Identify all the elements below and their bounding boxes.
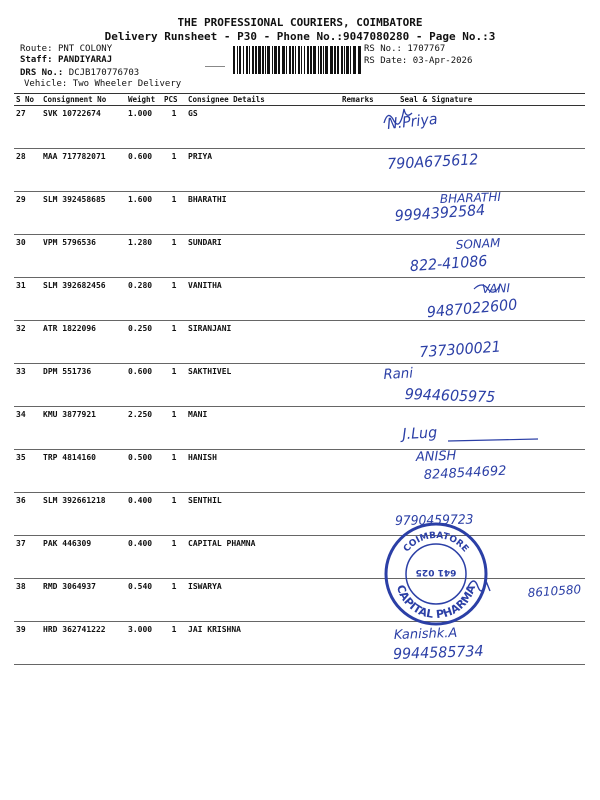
row-consignment: MAA 717782071 xyxy=(41,149,126,192)
handwritten-note: ANISH xyxy=(415,448,457,465)
handwritten-note: 9487022600 xyxy=(426,296,518,322)
row-weight: 0.600 xyxy=(126,364,162,407)
barcode-bars xyxy=(233,46,361,74)
row-consignment: SVK 10722674 xyxy=(41,106,126,149)
row-pcs: 1 xyxy=(162,235,186,278)
handwritten-note: 9944605975 xyxy=(404,385,496,407)
row-consignment: RMD 3064937 xyxy=(41,579,126,622)
document-title: THE PROFESSIONAL COURIERS, COIMBATORE xyxy=(177,16,423,29)
rs-date-value: 03-Apr-2026 xyxy=(412,56,473,66)
row-consignee: SENTHIL xyxy=(186,493,340,536)
stamp-name: CAPITAL PHARMA xyxy=(393,583,479,622)
row-signature xyxy=(374,321,585,364)
handwritten-note: J.Lug xyxy=(402,423,438,444)
row-sno: 37 xyxy=(14,536,41,579)
row-signature xyxy=(374,149,585,192)
col-pcs: PCS xyxy=(162,94,186,106)
vehicle-line xyxy=(24,79,181,90)
row-sno: 39 xyxy=(14,622,41,665)
table-row xyxy=(14,450,585,493)
row-signature xyxy=(374,106,585,149)
barcode-bar xyxy=(353,46,356,74)
row-consignee: MANI xyxy=(186,407,340,450)
row-consignment: ATR 1822096 xyxy=(41,321,126,364)
row-consignment: SLM 392682456 xyxy=(41,278,126,321)
barcode-bar xyxy=(358,46,361,74)
row-weight: 0.500 xyxy=(126,450,162,493)
row-pcs: 1 xyxy=(162,149,186,192)
col-consignment: Consignment No xyxy=(41,94,126,106)
row-consignment: DPM 551736 xyxy=(41,364,126,407)
row-remarks xyxy=(340,450,374,493)
stamp-pin: 641 025 xyxy=(415,567,457,577)
row-remarks xyxy=(340,321,374,364)
document-subtitle: Delivery Runsheet - P30 - Phone No.:9047080280 - Page No.:3 xyxy=(104,30,496,43)
row-signature xyxy=(374,235,585,278)
row-pcs: 1 xyxy=(162,622,186,665)
barcode-bar xyxy=(286,46,287,74)
row-remarks xyxy=(340,579,374,622)
handwritten-note: 9994392584 xyxy=(394,201,486,226)
row-consignment: PAK 446309 xyxy=(41,536,126,579)
barcode-bar xyxy=(267,46,270,74)
table-row xyxy=(14,579,585,622)
handwritten-note: Rani xyxy=(383,365,414,384)
barcode-bar xyxy=(350,46,351,74)
row-signature xyxy=(374,278,585,321)
handwritten-note: Kanishk.A xyxy=(393,625,458,643)
row-pcs: 1 xyxy=(162,407,186,450)
row-consignee: JAI KRISHNA xyxy=(186,622,340,665)
barcode-bar xyxy=(255,46,257,74)
drs-line xyxy=(20,68,139,79)
handwritten-note: 822-41086 xyxy=(409,252,488,276)
barcode-bar xyxy=(318,46,319,74)
table-header xyxy=(14,94,585,106)
row-consignment: TRP 4814160 xyxy=(41,450,126,493)
row-consignee: GS xyxy=(186,106,340,149)
rs-no-value: 1707767 xyxy=(407,44,446,54)
rs-no-label: RS No.: xyxy=(364,44,402,54)
barcode-bar xyxy=(262,46,264,74)
row-weight: 0.400 xyxy=(126,536,162,579)
row-consignment: HRD 362741222 xyxy=(41,622,126,665)
handwritten-note: SONAM xyxy=(455,235,501,252)
row-sno: 33 xyxy=(14,364,41,407)
route-label: Route: xyxy=(20,44,53,54)
table-row xyxy=(14,278,585,321)
route-value: PNT COLONY xyxy=(57,44,113,54)
vehicle-value: Two Wheeler Delivery xyxy=(72,79,182,89)
staff-label: Staff: xyxy=(20,55,53,65)
row-consignment: VPM 5796536 xyxy=(41,235,126,278)
row-pcs: 1 xyxy=(162,579,186,622)
table-row xyxy=(14,622,585,665)
row-sno: 28 xyxy=(14,149,41,192)
barcode-bar xyxy=(295,46,296,74)
barcode-bar xyxy=(239,46,241,74)
row-weight: 0.280 xyxy=(126,278,162,321)
row-pcs: 1 xyxy=(162,321,186,364)
table-row xyxy=(14,192,585,235)
handwritten-note: BHARATHI xyxy=(439,189,502,206)
row-consignee: BHARATHI xyxy=(186,192,340,235)
barcode-bar xyxy=(292,46,294,74)
row-consignee: PRIYA xyxy=(186,149,340,192)
row-remarks xyxy=(340,622,374,665)
handwritten-note: 9944585734 xyxy=(392,642,484,664)
barcode-bar xyxy=(246,46,248,74)
barcode xyxy=(233,46,361,74)
company-stamp xyxy=(382,520,490,628)
barcode-bar xyxy=(304,46,305,74)
row-signature xyxy=(374,450,585,493)
handwritten-note: 790A675612 xyxy=(386,150,479,174)
staff-line xyxy=(20,55,112,66)
row-pcs: 1 xyxy=(162,493,186,536)
row-consignee: SUNDARI xyxy=(186,235,340,278)
row-weight: 0.400 xyxy=(126,493,162,536)
row-pcs: 1 xyxy=(162,536,186,579)
row-pcs: 1 xyxy=(162,364,186,407)
row-sno: 27 xyxy=(14,106,41,149)
col-signature: Seal & Signature xyxy=(374,94,585,106)
runsheet-table xyxy=(14,93,585,665)
barcode-bar xyxy=(325,46,328,74)
row-consignment: SLM 392458685 xyxy=(41,192,126,235)
row-weight: 1.600 xyxy=(126,192,162,235)
row-remarks xyxy=(340,278,374,321)
barcode-bar xyxy=(265,46,266,74)
barcode-bar xyxy=(272,46,273,74)
row-remarks xyxy=(340,407,374,450)
drs-value: DCJB170776703 xyxy=(68,68,140,78)
barcode-bar xyxy=(243,46,244,74)
col-weight: Weight xyxy=(126,94,162,106)
rs-no-line xyxy=(364,44,445,55)
row-sno: 29 xyxy=(14,192,41,235)
rs-date-label: RS Date: xyxy=(364,56,408,66)
row-consignee: SIRANJANI xyxy=(186,321,340,364)
row-weight: 0.540 xyxy=(126,579,162,622)
col-remarks: Remarks xyxy=(342,95,374,104)
row-consignee: HANISH xyxy=(186,450,340,493)
handwritten-note: 737300021 xyxy=(418,338,502,362)
barcode-bar xyxy=(301,46,302,74)
table-row xyxy=(14,321,585,364)
barcode-bar xyxy=(334,46,336,74)
handwritten-note: 8610580 xyxy=(527,582,582,600)
row-pcs: 1 xyxy=(162,278,186,321)
table-row xyxy=(14,493,585,536)
barcode-bar xyxy=(278,46,280,74)
barcode-bar xyxy=(320,46,322,74)
row-remarks xyxy=(340,235,374,278)
barcode-bar xyxy=(282,46,285,74)
row-sno: 35 xyxy=(14,450,41,493)
divider xyxy=(205,66,225,67)
col-consignee: Consignee Details xyxy=(186,94,340,106)
row-sno: 38 xyxy=(14,579,41,622)
row-pcs: 1 xyxy=(162,450,186,493)
barcode-bar xyxy=(252,46,254,74)
row-remarks xyxy=(340,536,374,579)
handwritten-note: VANI xyxy=(481,281,511,296)
table-row xyxy=(14,235,585,278)
row-weight: 2.250 xyxy=(126,407,162,450)
staff-value: PANDIYARAJ xyxy=(57,55,113,65)
row-consignee: CAPITAL PHAMNA xyxy=(186,536,340,579)
handwritten-note: 9790459723 xyxy=(394,511,474,529)
table-row xyxy=(14,106,585,149)
handwritten-note: 8248544692 xyxy=(423,463,507,483)
barcode-bar xyxy=(258,46,261,74)
barcode-bar xyxy=(330,46,333,74)
barcode-bar xyxy=(233,46,235,74)
barcode-bar xyxy=(310,46,312,74)
row-remarks xyxy=(340,192,374,235)
barcode-bar xyxy=(341,46,343,74)
rs-date-line xyxy=(364,56,472,67)
barcode-bar xyxy=(313,46,316,74)
row-consignment: KMU 3877921 xyxy=(41,407,126,450)
route-line xyxy=(20,44,112,55)
row-weight: 1.280 xyxy=(126,235,162,278)
barcode-bar xyxy=(289,46,291,74)
table-row xyxy=(14,536,585,579)
row-signature xyxy=(374,407,585,450)
row-sno: 32 xyxy=(14,321,41,364)
row-signature xyxy=(374,189,585,235)
handwritten-note: N.Priya xyxy=(386,110,439,134)
barcode-bar xyxy=(323,46,324,74)
barcode-bar xyxy=(237,46,238,74)
row-consignee: VANITHA xyxy=(186,278,340,321)
stamp-city: COIMBATORE xyxy=(401,530,471,555)
row-remarks xyxy=(340,149,374,192)
row-consignee: SAKTHIVEL xyxy=(186,364,340,407)
row-consignment: SLM 392661218 xyxy=(41,493,126,536)
row-sno: 34 xyxy=(14,407,41,450)
col-sno: S No xyxy=(14,94,41,106)
barcode-bar xyxy=(346,46,349,74)
row-pcs: 1 xyxy=(162,106,186,149)
barcode-bar xyxy=(298,46,300,74)
row-sno: 36 xyxy=(14,493,41,536)
row-weight: 3.000 xyxy=(126,622,162,665)
barcode-bar xyxy=(344,46,345,74)
barcode-bar xyxy=(249,46,250,74)
barcode-bar xyxy=(307,46,309,74)
table-row xyxy=(14,149,585,192)
row-sno: 31 xyxy=(14,278,41,321)
row-signature xyxy=(374,364,585,407)
barcode-bar xyxy=(337,46,339,74)
barcode-bar xyxy=(274,46,277,74)
row-weight: 0.250 xyxy=(126,321,162,364)
vehicle-label: Vehicle: xyxy=(24,79,68,89)
row-remarks xyxy=(340,106,374,149)
row-weight: 0.600 xyxy=(126,149,162,192)
row-sno: 30 xyxy=(14,235,41,278)
drs-label: DRS No.: xyxy=(20,68,64,78)
row-remarks xyxy=(340,493,374,536)
row-pcs: 1 xyxy=(162,192,186,235)
row-consignee: ISWARYA xyxy=(186,579,340,622)
table-row xyxy=(14,364,585,407)
table-row xyxy=(14,407,585,450)
row-remarks xyxy=(340,364,374,407)
row-weight: 1.000 xyxy=(126,106,162,149)
